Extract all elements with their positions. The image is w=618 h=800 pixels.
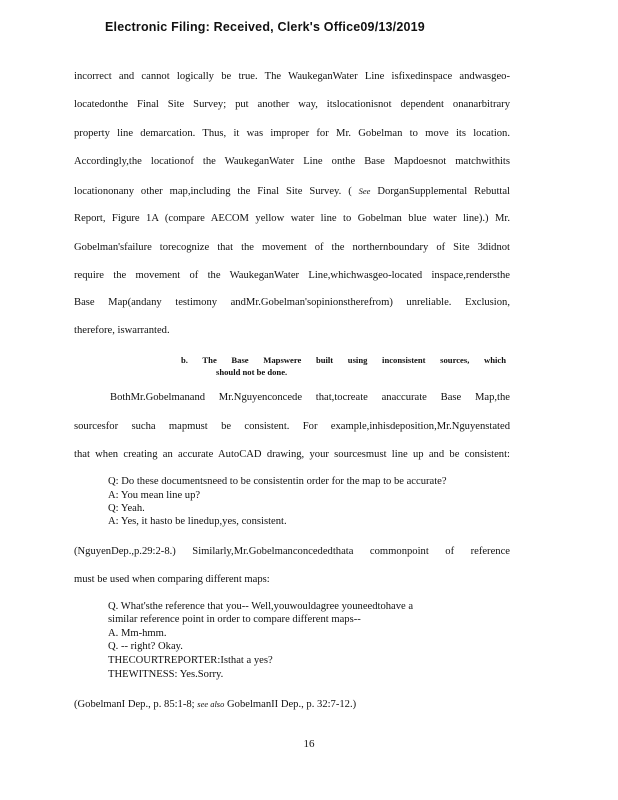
quote-line: similar reference point in order to compare different maps-- [108,614,361,625]
text-line: that when creating an accurate AutoCAD drawing, your sourcesmust line up and be consistent: [74,449,510,460]
page-number: 16 [303,738,315,750]
text-segment: locationonany other map,including the Final Site Survey. ( [74,186,352,197]
quote-line: THECOURTREPORTER:Isthat a yes? [108,655,273,666]
quote-line: A: You mean line up? [108,490,201,501]
text-line: property line demarcation. Thus, it was improper for Mr. Gobelman to move its location. [74,128,510,139]
text-line: incorrect and cannot logically be true. The WaukeganWater Line isfixedinspace andwasgeo- [74,71,510,82]
quote-line: A: Yes, it hasto be linedup,yes, consistent. [108,516,287,527]
text-line: require the movement of the WaukeganWater Line,whichwasgeo-located inspace,rendersthe [74,270,510,281]
quote-line: Q: Do these documentsneed to be consistentin order for the map to be accurate? [108,476,447,487]
heading-line: should not be done. [216,367,288,377]
text-line: sourcesfor sucha mapmust be consistent. For example,inhisdeposition,Mr.Nguyenstated [74,421,510,432]
heading-line: b. The Base Mapswere built using inconsistent sources, which [181,355,506,365]
quote-line: Q. What'sthe reference that you-- Well,youwouldagree youneedtohave a [108,601,414,612]
text-line: Accordingly,the locationof the WaukeganWater Line onthe Base Mapdoesnot matchwithits [74,156,510,167]
citation [74,697,510,712]
signal-see-also: see also [197,699,225,709]
text-line [74,184,510,199]
text-line: must be used when comparing different maps: [74,574,270,585]
text-line: Report, Figure 1A (compare AECOM yellow water line to Gobelman blue water line).) Mr. [74,213,510,224]
text-line: Gobelman'sfailure torecognize that the movement of the northernboundary of Site 3didnot [74,242,510,253]
text-line: Base Map(andany testimony andMr.Gobelman'sopinionstherefrom) unreliable. Exclusion, [74,297,510,308]
quote-line: Q: Yeah. [108,503,145,514]
text-segment: DorganSupplemental Rebuttal [377,186,510,197]
text-line: locatedonthe Final Site Survey; put another way, itslocationisnot dependent onanarbitrary [74,99,510,110]
quote-line: THEWITNESS: Yes.Sorry. [108,669,224,680]
filing-header: Electronic Filing: Received, Clerk's Office09/13/2019 [105,20,425,34]
text-line: therefore, iswarranted. [74,325,170,336]
citation-text: (GobelmanI Dep., p. 85:1-8; [74,699,195,710]
quote-line: Q. -- right? Okay. [108,641,183,652]
citation-text: GobelmanII Dep., p. 32:7-12.) [227,699,357,710]
text-line: (NguyenDep.,p.29:2-8.) Similarly,Mr.Gobelmanconcededthata commonpoint of reference [74,546,510,557]
signal-see: See [358,186,371,196]
quote-line: A. Mm-hmm. [108,628,167,639]
text-line: BothMr.Gobelmanand Mr.Nguyenconcede that,tocreate anaccurate Base Map,the [110,392,510,403]
section-heading [181,354,506,378]
